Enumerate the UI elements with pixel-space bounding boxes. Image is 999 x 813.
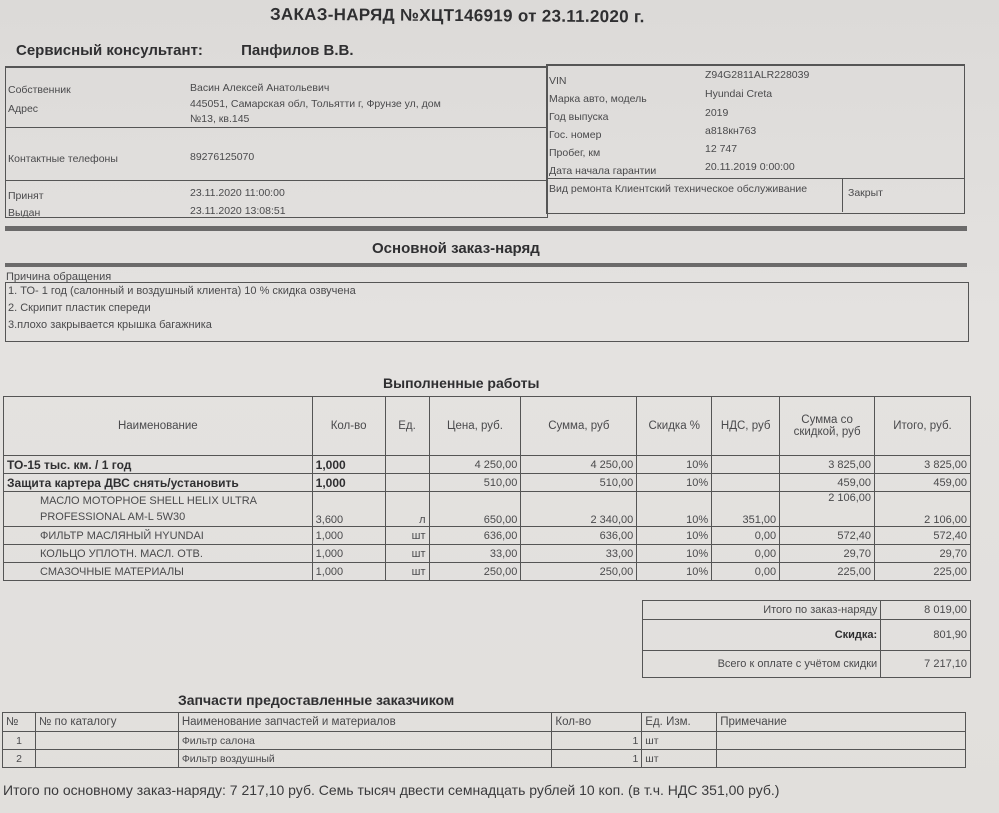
work-price: 510,00 xyxy=(429,474,521,492)
owner-label: Собственник xyxy=(8,84,71,96)
material-sum-discount: 225,00 xyxy=(780,563,875,581)
phones-label: Контактные телефоны xyxy=(8,153,118,165)
work-discount: 10% xyxy=(637,474,712,492)
parts-table xyxy=(2,712,966,768)
material-price: 636,00 xyxy=(429,527,521,545)
discount-label: Скидка: xyxy=(643,620,881,651)
work-sum-discount: 3 825,00 xyxy=(780,456,875,474)
work-qty: 1,000 xyxy=(312,474,385,492)
col-sum: Сумма, руб xyxy=(521,397,637,456)
work-sum-discount: 459,00 xyxy=(780,474,875,492)
address-label: Адрес xyxy=(8,103,39,115)
material-vat: 0,00 xyxy=(712,545,780,563)
material-unit: шт xyxy=(385,527,429,545)
order-total-label: Итого по заказ-наряду xyxy=(643,601,881,620)
client-divider-2 xyxy=(5,180,546,181)
warranty-label: Дата начала гарантии xyxy=(549,165,657,177)
part-note xyxy=(717,732,966,750)
repair-type: Вид ремонта Клиентский техническое обслуживание xyxy=(549,183,808,195)
material-vat: 351,00 xyxy=(712,492,780,527)
status-divider xyxy=(842,178,843,212)
part-name: Фильтр воздушный xyxy=(178,750,552,768)
material-sum-discount: 572,40 xyxy=(780,527,875,545)
main-order-bottom-bar xyxy=(5,263,967,267)
consultant-name: Панфилов В.В. xyxy=(241,42,354,59)
material-sum: 636,00 xyxy=(521,527,637,545)
material-vat: 0,00 xyxy=(712,527,780,545)
discount-value: 801,90 xyxy=(881,620,971,651)
accepted-value: 23.11.2020 11:00:00 xyxy=(190,187,285,199)
consultant-label: Сервисный консультант: xyxy=(16,42,203,59)
reason-label: Причина обращения xyxy=(6,271,112,283)
material-qty: 1,000 xyxy=(312,545,385,563)
part-catalog xyxy=(35,750,178,768)
parts-col-note: Примечание xyxy=(717,713,966,732)
col-sum-discount: Сумма со скидкой, руб xyxy=(780,397,875,456)
work-total: 3 825,00 xyxy=(875,456,971,474)
work-name: ТО-15 тыс. км. / 1 год xyxy=(4,456,313,474)
order-total-value: 8 019,00 xyxy=(881,601,971,620)
material-total: 2 106,00 xyxy=(875,492,971,527)
issued-label: Выдан xyxy=(8,207,41,219)
part-catalog xyxy=(35,732,178,750)
material-name: КОЛЬЦО УПЛОТН. МАСЛ. ОТВ. xyxy=(4,545,313,563)
part-num: 1 xyxy=(3,732,36,750)
address-value-line1: 445051, Самарская обл, Тольятти г, Фрунзе ул, дом xyxy=(190,98,441,110)
material-sum: 33,00 xyxy=(521,545,637,563)
work-name: Защита картера ДВС снять/установить xyxy=(4,474,313,492)
col-total: Итого, руб. xyxy=(875,397,971,456)
client-divider-1 xyxy=(5,127,546,128)
material-qty: 3,600 xyxy=(312,492,385,527)
status-value: Закрыт xyxy=(848,187,883,199)
part-unit: шт xyxy=(642,732,717,750)
work-discount: 10% xyxy=(637,456,712,474)
material-name: ФИЛЬТР МАСЛЯНЫЙ HYUNDAI xyxy=(4,527,313,545)
vehicle-divider xyxy=(546,178,964,179)
vin-value: Z94G2811ALR228039 xyxy=(705,69,810,81)
table-row xyxy=(4,545,971,563)
material-vat: 0,00 xyxy=(712,563,780,581)
address-value-line2: №13, кв.145 xyxy=(190,113,250,125)
part-qty: 1 xyxy=(552,750,642,768)
col-discount: Скидка % xyxy=(637,397,712,456)
material-sum-discount: 2 106,00 xyxy=(780,492,875,527)
main-order-top-bar xyxy=(5,226,967,231)
year-label: Год выпуска xyxy=(549,111,609,123)
material-qty: 1,000 xyxy=(312,527,385,545)
material-name: МАСЛО МОТОРНОЕ SHELL HELIX ULTRA PROFESSIONAL AM-L 5W30 xyxy=(4,492,313,527)
works-table xyxy=(3,396,971,581)
work-vat xyxy=(712,456,780,474)
parts-col-catalog: № по каталогу xyxy=(35,713,178,732)
part-num: 2 xyxy=(3,750,36,768)
table-row xyxy=(3,750,966,768)
work-unit xyxy=(385,456,429,474)
plate-value: а818кн763 xyxy=(705,125,757,137)
work-vat xyxy=(712,474,780,492)
discount-row xyxy=(643,620,971,651)
part-unit: шт xyxy=(642,750,717,768)
material-price: 250,00 xyxy=(429,563,521,581)
plate-label: Гос. номер xyxy=(549,129,602,141)
material-total: 225,00 xyxy=(875,563,971,581)
parts-col-num: № xyxy=(3,713,36,732)
consultant-line xyxy=(16,42,354,59)
works-header-row xyxy=(4,397,971,456)
table-row xyxy=(3,732,966,750)
material-total: 29,70 xyxy=(875,545,971,563)
material-discount: 10% xyxy=(637,545,712,563)
material-discount: 10% xyxy=(637,563,712,581)
material-unit: шт xyxy=(385,563,429,581)
main-order-title: Основной заказ-наряд xyxy=(372,240,540,257)
parts-title: Запчасти предоставленные заказчиком xyxy=(178,692,455,708)
parts-col-name: Наименование запчастей и материалов xyxy=(178,713,552,732)
mileage-value: 12 747 xyxy=(705,143,738,155)
order-total-footer: Итого по основному заказ-наряду: 7 217,10 руб. Семь тысяч двести семнадцать рублей 10 коп. (в т.ч. НДС 351,00 руб.) xyxy=(3,782,780,798)
material-qty: 1,000 xyxy=(312,563,385,581)
material-sum: 250,00 xyxy=(521,563,637,581)
pay-value: 7 217,10 xyxy=(881,651,971,678)
owner-value: Васин Алексей Анатольевич xyxy=(190,82,330,94)
part-name: Фильтр салона xyxy=(178,732,552,750)
work-qty: 1,000 xyxy=(312,456,385,474)
reason-item-2: 2. Скрипит пластик спереди xyxy=(8,302,151,314)
table-row xyxy=(4,456,971,474)
reason-item-3: 3.плохо закрывается крышка багажника xyxy=(8,319,212,331)
col-price: Цена, руб. xyxy=(429,397,521,456)
work-unit xyxy=(385,474,429,492)
work-price: 4 250,00 xyxy=(429,456,521,474)
col-qty: Кол-во xyxy=(312,397,385,456)
material-price: 650,00 xyxy=(429,492,521,527)
totals-table xyxy=(642,600,971,678)
material-total: 572,40 xyxy=(875,527,971,545)
table-row xyxy=(4,527,971,545)
material-name: СМАЗОЧНЫЕ МАТЕРИАЛЫ xyxy=(4,563,313,581)
reason-item-1: 1. ТО- 1 год (салонный и воздушный клиента) 10 % скидка озвучена xyxy=(8,285,356,297)
accepted-label: Принят xyxy=(8,190,44,202)
parts-header-row xyxy=(3,713,966,732)
col-unit: Ед. xyxy=(385,397,429,456)
material-sum: 2 340,00 xyxy=(521,492,637,527)
work-total: 459,00 xyxy=(875,474,971,492)
pay-row xyxy=(643,651,971,678)
works-title: Выполненные работы xyxy=(383,375,540,391)
table-row xyxy=(4,563,971,581)
material-unit: шт xyxy=(385,545,429,563)
year-value: 2019 xyxy=(705,107,729,119)
model-label: Марка авто, модель xyxy=(549,93,647,105)
parts-col-unit: Ед. Изм. xyxy=(642,713,717,732)
model-value: Hyundai Creta xyxy=(705,88,773,100)
pay-label: Всего к оплате с учётом скидки xyxy=(643,651,881,678)
document-title: ЗАКАЗ-НАРЯД №ХЦТ146919 от 23.11.2020 г. xyxy=(269,4,645,27)
material-discount: 10% xyxy=(637,527,712,545)
table-row xyxy=(4,492,971,527)
parts-col-qty: Кол-во xyxy=(552,713,642,732)
part-qty: 1 xyxy=(552,732,642,750)
vin-label: VIN xyxy=(549,75,567,87)
table-row xyxy=(4,474,971,492)
reasons-box xyxy=(5,282,969,342)
col-vat: НДС, руб xyxy=(712,397,780,456)
work-sum: 510,00 xyxy=(521,474,637,492)
material-price: 33,00 xyxy=(429,545,521,563)
issued-value: 23.11.2020 13:08:51 xyxy=(190,205,286,217)
work-sum: 4 250,00 xyxy=(521,456,637,474)
material-unit: л xyxy=(385,492,429,527)
col-name: Наименование xyxy=(4,397,313,456)
warranty-value: 20.11.2019 0:00:00 xyxy=(705,161,795,173)
mileage-label: Пробег, км xyxy=(549,147,601,159)
phones-value: 89276125070 xyxy=(190,151,255,163)
part-note xyxy=(717,750,966,768)
material-discount: 10% xyxy=(637,492,712,527)
material-sum-discount: 29,70 xyxy=(780,545,875,563)
order-total-row xyxy=(643,601,971,620)
